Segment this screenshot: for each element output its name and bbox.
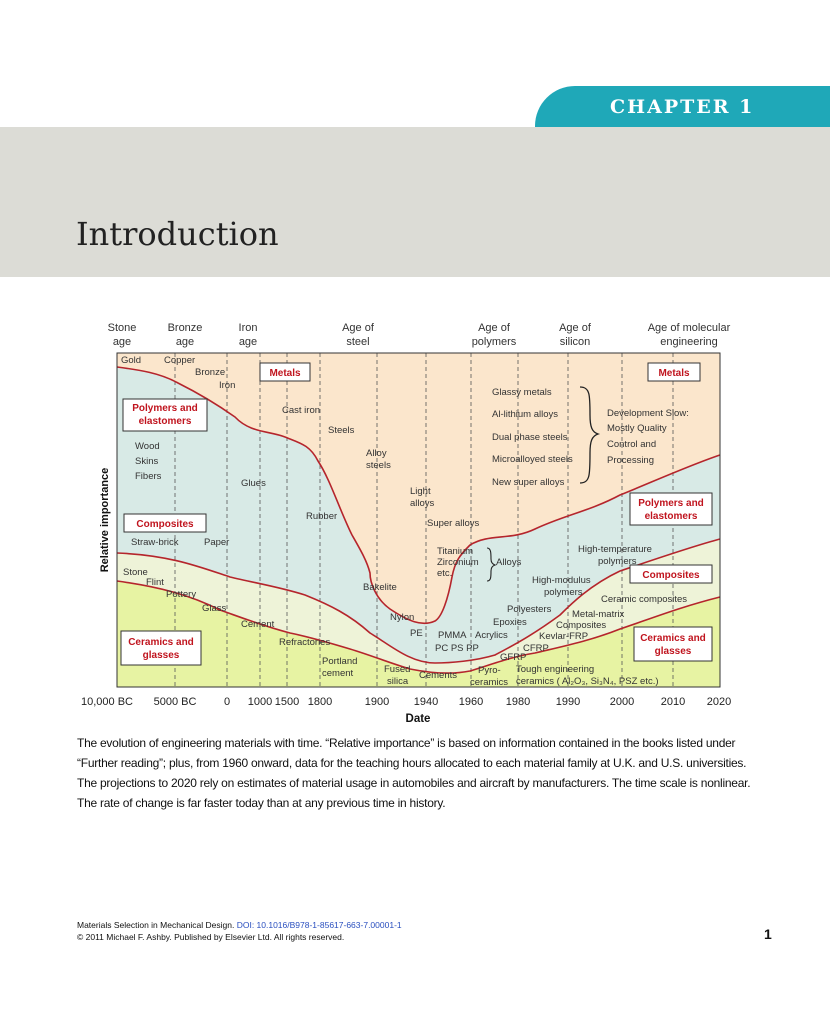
svg-text:Composites: Composites (136, 519, 194, 530)
material-label: Microalloyed steels (492, 454, 573, 465)
material-label: Flint (146, 577, 164, 588)
caption-line: The evolution of engineering materials with time. “Relative importance” is based on information contained in the books listed under (77, 736, 736, 750)
age-label: age (238, 336, 258, 348)
caption-line: The projections to 2020 rely on estimates of material usage in automobiles and aircraft by manufacturers. The time scale is nonlinear. (77, 776, 751, 790)
age-label: Stone (107, 322, 137, 334)
material-label: Al-lithium alloys (492, 409, 558, 420)
age-label: age (112, 336, 132, 348)
material-label: alloys (410, 498, 435, 509)
x-tick-label: 1800 (307, 696, 333, 708)
material-label: Glues (241, 478, 266, 489)
material-label: PC PS PP (435, 643, 479, 654)
material-label: Control and (607, 439, 657, 450)
x-tick-label: 5000 BC (153, 696, 197, 708)
chapter-title: Introduction (76, 215, 279, 253)
material-label: Processing (607, 455, 654, 466)
metals-box-right (648, 363, 700, 381)
age-label: Age of molecular (647, 322, 731, 334)
page-number: 1 (764, 926, 772, 942)
material-label: Gold (121, 355, 142, 366)
x-tick-label: 1000 (247, 696, 273, 708)
material-label: Bronze (195, 367, 226, 378)
material-label: Light (410, 486, 431, 497)
material-label: Refractories (279, 637, 331, 648)
material-label: High-temperature (578, 544, 652, 555)
material-label: steels (366, 460, 391, 471)
polymers-box-right (630, 493, 712, 525)
material-label: Composites (556, 620, 607, 631)
svg-text:Metals: Metals (658, 368, 690, 379)
title-band (0, 127, 830, 277)
material-label: PMMA (438, 630, 467, 641)
material-label: ceramics ( Al₂O₃, Si₃N₄, PSZ etc.) (516, 676, 659, 687)
chapter-label: CHAPTER 1 (610, 96, 755, 118)
material-label: PE (410, 628, 423, 639)
x-tick-label: 0 (223, 696, 231, 708)
material-label: Metal-matrix (572, 609, 625, 620)
material-label: Acrylics (475, 630, 508, 641)
age-label: Age of (342, 322, 374, 334)
svg-text:elastomers: elastomers (138, 416, 192, 427)
material-label: ceramics (470, 677, 509, 688)
age-label: Bronze (167, 322, 203, 334)
material-label: New super alloys (492, 477, 565, 488)
material-label: Cement (241, 619, 275, 630)
material-label: Titanium (437, 546, 474, 557)
doi-link[interactable]: DOI: 10.1016/B978-1-85617-663-7.00001-1 (236, 920, 402, 930)
material-label: cement (322, 668, 354, 679)
x-axis-label: Date (405, 713, 431, 725)
svg-text:Composites: Composites (642, 570, 700, 581)
age-label: age (175, 336, 195, 348)
material-label: Cements (419, 670, 458, 681)
material-label: Epoxies (493, 617, 527, 628)
figure-caption (77, 733, 757, 813)
age-label: Age of (559, 322, 591, 334)
material-label: Dual phase steels (492, 432, 568, 443)
material-label: Wood (135, 441, 160, 452)
material-label: polymers (544, 587, 583, 598)
material-label: Rubber (306, 511, 338, 522)
material-label: Tough engineering (516, 664, 595, 675)
footer-copyright: © 2011 Michael F. Ashby. Published by Elsevier Ltd. All rights reserved. (77, 932, 345, 942)
material-label: Glassy metals (492, 387, 552, 398)
material-label: Polyesters (507, 604, 552, 615)
svg-text:elastomers: elastomers (644, 511, 698, 522)
svg-text:Polymers and: Polymers and (638, 498, 704, 509)
material-label: Cast iron (282, 405, 321, 416)
material-label: polymers (598, 556, 637, 567)
x-tick-label: 1980 (505, 696, 531, 708)
material-label: Alloy (366, 448, 387, 459)
footer (77, 919, 402, 943)
material-label: Development Slow: (607, 408, 689, 419)
caption-line: “Further reading”; plus, from 1960 onward, data for the teaching hours allocated to each material family at U.K. and U.S. universities. (77, 756, 747, 770)
material-label: Kevlar-FRP (539, 631, 589, 642)
composites-box-left (124, 514, 206, 532)
material-label: Iron (219, 380, 236, 391)
chapter-tab (535, 86, 830, 128)
svg-text:glasses: glasses (654, 646, 692, 657)
svg-text:Ceramics and: Ceramics and (128, 637, 194, 648)
material-label: GFRP (500, 652, 527, 663)
ceramics-box-right (634, 627, 712, 661)
x-tick-label: 1990 (555, 696, 581, 708)
age-label: steel (346, 336, 370, 348)
svg-text:Polymers and: Polymers and (132, 403, 198, 414)
material-label: Stone (123, 567, 148, 578)
material-label: silica (387, 676, 409, 687)
svg-text:Metals: Metals (269, 368, 301, 379)
material-label: Glass (202, 603, 227, 614)
age-label: Iron (238, 322, 258, 334)
composites-box-right (630, 565, 712, 583)
material-label: Fibers (135, 471, 162, 482)
material-label: Alloys (496, 557, 522, 568)
x-tick-label: 2010 (660, 696, 686, 708)
svg-text:glasses: glasses (142, 650, 180, 661)
material-label: Pyro- (478, 665, 501, 676)
material-label: Pottery (166, 589, 197, 600)
footer-citation (77, 919, 402, 931)
material-label: Zirconium (437, 557, 479, 568)
age-label: Age of (478, 322, 510, 334)
materials-evolution-figure (81, 315, 750, 735)
material-label: Ceramic composites (601, 594, 688, 605)
x-tick-label: 2000 (609, 696, 635, 708)
material-label: Bakelite (363, 582, 397, 593)
material-label: Skins (135, 456, 159, 467)
footer-book-title: Materials Selection in Mechanical Design. (77, 920, 235, 930)
age-label: polymers (471, 336, 517, 348)
material-label: Nylon (390, 612, 415, 623)
material-label: Paper (204, 537, 230, 548)
x-tick-label: 1500 (274, 696, 300, 708)
material-label: Fused (384, 664, 411, 675)
material-label: Straw-brick (131, 537, 179, 548)
material-label: Copper (164, 355, 196, 366)
material-label: High-modulus (532, 575, 591, 586)
age-label: silicon (559, 336, 591, 348)
material-label: Steels (328, 425, 355, 436)
polymers-box-left (123, 399, 207, 431)
material-label: Super alloys (427, 518, 480, 529)
svg-text:Ceramics and: Ceramics and (640, 633, 706, 644)
x-axis-ticks (81, 696, 731, 708)
x-tick-label: 10,000 BC (81, 696, 133, 708)
material-label: Portland (322, 656, 358, 667)
material-label: Mostly Quality (607, 423, 667, 434)
x-tick-label: 1940 (413, 696, 439, 708)
x-tick-label: 2020 (706, 696, 732, 708)
material-label: CFRP (523, 643, 549, 654)
metals-box-left (260, 363, 310, 381)
x-tick-label: 1960 (458, 696, 484, 708)
caption-line: The rate of change is far faster today than at any previous time in history. (77, 796, 446, 810)
y-axis-label: Relative importance (99, 467, 111, 573)
material-label: etc. (437, 568, 453, 579)
age-label: engineering (660, 336, 718, 348)
ceramics-box-left (121, 631, 201, 665)
x-tick-label: 1900 (364, 696, 390, 708)
